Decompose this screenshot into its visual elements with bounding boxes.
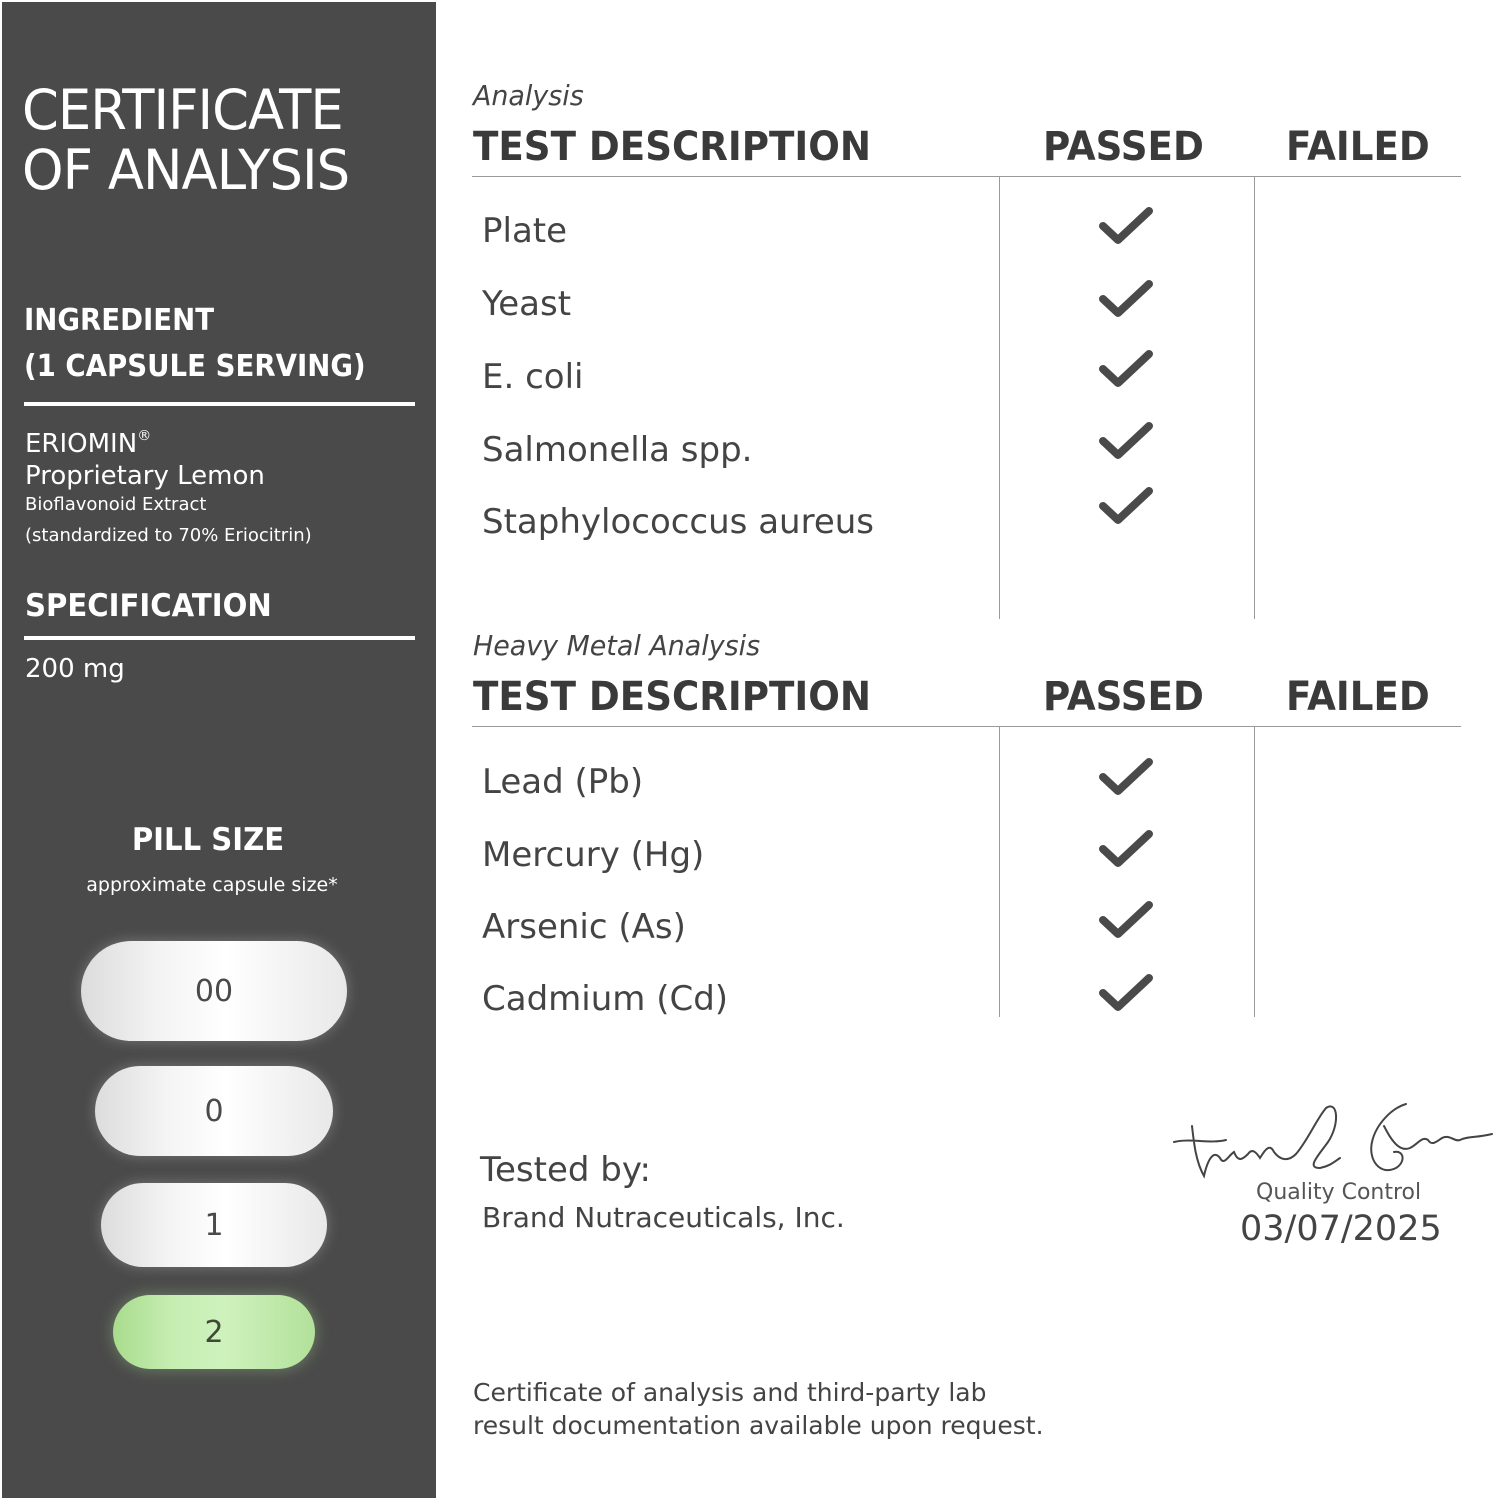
quality-control-label: Quality Control bbox=[1256, 1180, 1422, 1205]
analysis-column-divider bbox=[999, 177, 1000, 619]
capsule-label: 2 bbox=[204, 1314, 224, 1350]
heavy-metal-header-test: TEST DESCRIPTION bbox=[473, 674, 872, 720]
analysis-row-test: Salmonella spp. bbox=[482, 430, 753, 470]
check-icon bbox=[1099, 206, 1153, 246]
heavy-metal-header-failed: FAILED bbox=[1286, 674, 1430, 720]
footnote-line1: Certificate of analysis and third-party lab bbox=[473, 1378, 987, 1407]
ingredient-heading-line1: INGREDIENT bbox=[24, 303, 215, 338]
check-icon bbox=[1099, 829, 1153, 869]
capsule-label: 00 bbox=[194, 973, 234, 1009]
specification-value: 200 mg bbox=[25, 654, 125, 684]
analysis-header-passed: PASSED bbox=[1043, 124, 1204, 170]
left-panel bbox=[2, 2, 436, 1498]
footnote-line2: result documentation available upon request. bbox=[473, 1411, 1044, 1440]
ingredient-heading bbox=[24, 298, 392, 390]
analysis-row-test: Staphylococcus aureus bbox=[482, 502, 874, 542]
capsule-label: 1 bbox=[204, 1207, 224, 1243]
specification-divider bbox=[24, 636, 415, 640]
ingredient-name-text: Proprietary Lemon bbox=[25, 461, 265, 491]
check-icon bbox=[1099, 349, 1153, 389]
heavy-metal-column-divider bbox=[1254, 727, 1255, 1017]
heavy-metal-column-divider bbox=[999, 727, 1000, 1017]
ingredient-brand: ERIOMIN bbox=[25, 429, 138, 459]
check-icon bbox=[1099, 973, 1153, 1013]
analysis-column-divider bbox=[1254, 177, 1255, 619]
specification-heading: SPECIFICATION bbox=[25, 588, 272, 624]
tested-by-label: Tested by: bbox=[480, 1150, 651, 1190]
pill-size-note: approximate capsule size* bbox=[86, 874, 338, 896]
capsule-0 bbox=[95, 1066, 333, 1156]
ingredient-divider bbox=[24, 402, 415, 406]
heavy-metal-header-rule bbox=[472, 726, 1461, 727]
certificate-title bbox=[22, 80, 416, 200]
footnote bbox=[473, 1376, 1044, 1442]
analysis-section-label: Analysis bbox=[473, 79, 584, 112]
analysis-header-rule bbox=[472, 176, 1461, 177]
capsule-1 bbox=[101, 1183, 327, 1267]
analysis-row-test: Plate bbox=[482, 211, 568, 251]
heavy-metal-row-test: Cadmium (Cd) bbox=[482, 979, 729, 1019]
heavy-metal-section-label: Heavy Metal Analysis bbox=[473, 629, 761, 662]
heavy-metal-row-test: Lead (Pb) bbox=[482, 762, 644, 802]
check-icon bbox=[1099, 421, 1153, 461]
quality-control-date: 03/07/2025 bbox=[1240, 1209, 1442, 1249]
check-icon bbox=[1099, 900, 1153, 940]
heavy-metal-row-test: Arsenic (As) bbox=[482, 907, 686, 947]
check-icon bbox=[1099, 279, 1153, 319]
analysis-header-test: TEST DESCRIPTION bbox=[473, 124, 872, 170]
ingredient-desc-line1: Bioflavonoid Extract bbox=[25, 494, 207, 515]
tested-by-value: Brand Nutraceuticals, Inc. bbox=[482, 1201, 845, 1234]
analysis-row-test: Yeast bbox=[482, 284, 572, 324]
analysis-row-test: E. coli bbox=[482, 357, 584, 397]
heavy-metal-row-test: Mercury (Hg) bbox=[482, 835, 705, 875]
pill-size-heading: PILL SIZE bbox=[131, 822, 285, 858]
ingredient-desc-line2: (standardized to 70% Eriocitrin) bbox=[25, 525, 312, 546]
heavy-metal-header-passed: PASSED bbox=[1043, 674, 1204, 720]
analysis-header-failed: FAILED bbox=[1286, 124, 1430, 170]
capsule-2 bbox=[113, 1295, 315, 1369]
check-icon bbox=[1099, 757, 1153, 797]
ingredient-name bbox=[25, 420, 265, 492]
registered-mark: ® bbox=[137, 428, 152, 444]
capsule-00 bbox=[81, 941, 347, 1041]
certificate-title-line2: OF ANALYSIS bbox=[22, 138, 350, 202]
capsule-label: 0 bbox=[204, 1093, 224, 1129]
signature-graphic bbox=[1170, 1096, 1495, 1188]
certificate-title-line1: CERTIFICATE bbox=[22, 78, 343, 142]
ingredient-description bbox=[25, 489, 312, 551]
ingredient-heading-line2: (1 CAPSULE SERVING) bbox=[24, 349, 366, 384]
check-icon bbox=[1099, 486, 1153, 526]
